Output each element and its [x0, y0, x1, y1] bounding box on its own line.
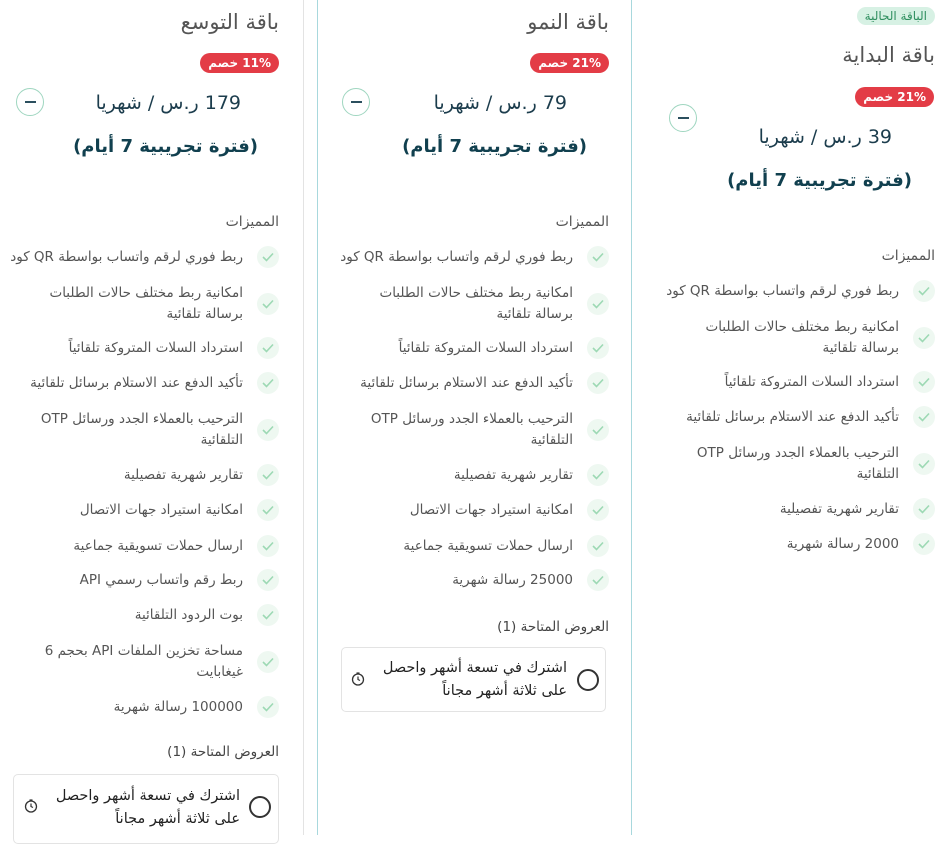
check-icon	[257, 464, 279, 486]
minus-icon	[25, 101, 36, 103]
check-icon	[913, 371, 935, 393]
check-icon	[257, 604, 279, 626]
check-icon	[257, 569, 279, 591]
check-icon	[913, 453, 935, 475]
offer-card[interactable]	[13, 774, 279, 844]
feature-item: ارسال حملات تسويقية جماعية	[339, 535, 609, 557]
offer-text: اشترك في تسعة أشهر واحصل على ثلاثة أشهر مجاناً	[55, 788, 240, 827]
trial-period: (فترة تجريبية 7 أيام)	[73, 136, 258, 157]
feature-item: ربط رقم واتساب رسمي API	[9, 569, 279, 591]
check-icon	[913, 406, 935, 428]
trial-period: (فترة تجريبية 7 أيام)	[727, 170, 912, 191]
clock-icon	[24, 799, 38, 813]
check-icon	[587, 246, 609, 268]
feature-item: استرداد السلات المتروكة تلقائياً	[665, 371, 935, 393]
feature-item: الترحيب بالعملاء الجدد ورسائل OTP التلقائية	[665, 442, 935, 486]
plan-price: 179 ر.س / شهريا	[95, 92, 241, 114]
check-icon	[257, 696, 279, 718]
plan-price: 79 ر.س / شهريا	[433, 92, 567, 114]
plan-card-starter	[644, 0, 952, 835]
check-icon	[257, 535, 279, 557]
feature-item: امكانية ربط مختلف حالات الطلبات برسالة تلقائية	[9, 282, 279, 326]
check-icon	[587, 464, 609, 486]
feature-item: ربط فوري لرقم واتساب بواسطة QR كود	[9, 246, 279, 268]
discount-badge: 21% خصم	[530, 53, 609, 73]
offer-text: اشترك في تسعة أشهر واحصل على ثلاثة أشهر مجاناً	[382, 660, 567, 699]
check-icon	[587, 337, 609, 359]
feature-item: ربط فوري لرقم واتساب بواسطة QR كود	[665, 280, 935, 302]
check-icon	[257, 372, 279, 394]
feature-item: بوت الردود التلقائية	[9, 604, 279, 626]
check-icon	[587, 419, 609, 441]
plan-card-expansion	[0, 0, 304, 835]
feature-item: امكانية استيراد جهات الاتصال	[339, 499, 609, 521]
feature-item: استرداد السلات المتروكة تلقائياً	[339, 337, 609, 359]
check-icon	[913, 327, 935, 349]
feature-item: تقارير شهرية تفصيلية	[9, 464, 279, 486]
check-icon	[257, 293, 279, 315]
features-title: المميزات	[555, 214, 609, 230]
offer-radio[interactable]	[249, 796, 271, 818]
check-icon	[257, 337, 279, 359]
collapse-button[interactable]	[342, 88, 370, 116]
feature-item: 100000 رسالة شهرية	[9, 696, 279, 718]
minus-icon	[678, 117, 689, 119]
feature-item: 2000 رسالة شهرية	[665, 533, 935, 555]
feature-item: استرداد السلات المتروكة تلقائياً	[9, 337, 279, 359]
feature-item: امكانية ربط مختلف حالات الطلبات برسالة تلقائية	[339, 282, 609, 326]
feature-item: امكانية استيراد جهات الاتصال	[9, 499, 279, 521]
feature-item: ربط فوري لرقم واتساب بواسطة QR كود	[339, 246, 609, 268]
check-icon	[913, 498, 935, 520]
check-icon	[913, 533, 935, 555]
check-icon	[257, 246, 279, 268]
offer-card[interactable]	[341, 647, 606, 712]
plan-price: 39 ر.س / شهريا	[758, 126, 892, 148]
feature-item: الترحيب بالعملاء الجدد ورسائل OTP التلقائية	[9, 408, 279, 452]
check-icon	[257, 419, 279, 441]
collapse-button[interactable]	[669, 104, 697, 132]
plan-name: باقة البداية	[842, 43, 935, 67]
check-icon	[587, 569, 609, 591]
check-icon	[257, 651, 279, 673]
feature-item: امكانية ربط مختلف حالات الطلبات برسالة تلقائية	[665, 316, 935, 360]
discount-badge: 21% خصم	[855, 87, 934, 107]
discount-badge: 11% خصم	[200, 53, 279, 73]
offer-radio[interactable]	[577, 669, 599, 691]
offers-title: العروض المتاحة (1)	[167, 744, 279, 760]
feature-item: تأكيد الدفع عند الاستلام برسائل تلقائية	[339, 372, 609, 394]
check-icon	[587, 535, 609, 557]
features-title: المميزات	[225, 214, 279, 230]
features-title: المميزات	[881, 248, 935, 264]
feature-item: تقارير شهرية تفصيلية	[339, 464, 609, 486]
feature-item: ارسال حملات تسويقية جماعية	[9, 535, 279, 557]
current-plan-badge: الباقة الحالية	[857, 7, 935, 25]
check-icon	[587, 372, 609, 394]
clock-icon	[351, 672, 365, 686]
check-icon	[587, 499, 609, 521]
feature-item: الترحيب بالعملاء الجدد ورسائل OTP التلقائية	[339, 408, 609, 452]
check-icon	[587, 293, 609, 315]
plan-name: باقة التوسع	[180, 10, 279, 34]
feature-item: تأكيد الدفع عند الاستلام برسائل تلقائية	[9, 372, 279, 394]
feature-item: تقارير شهرية تفصيلية	[665, 498, 935, 520]
plan-name: باقة النمو	[527, 10, 609, 34]
trial-period: (فترة تجريبية 7 أيام)	[402, 136, 587, 157]
check-icon	[257, 499, 279, 521]
plan-card-growth	[317, 0, 632, 835]
check-icon	[913, 280, 935, 302]
minus-icon	[351, 101, 362, 103]
collapse-button[interactable]	[16, 88, 44, 116]
feature-item: 25000 رسالة شهرية	[339, 569, 609, 591]
offers-title: العروض المتاحة (1)	[497, 619, 609, 635]
feature-item: مساحة تخزين الملفات API بحجم 6 غيغابايت	[9, 640, 279, 684]
feature-item: تأكيد الدفع عند الاستلام برسائل تلقائية	[665, 406, 935, 428]
